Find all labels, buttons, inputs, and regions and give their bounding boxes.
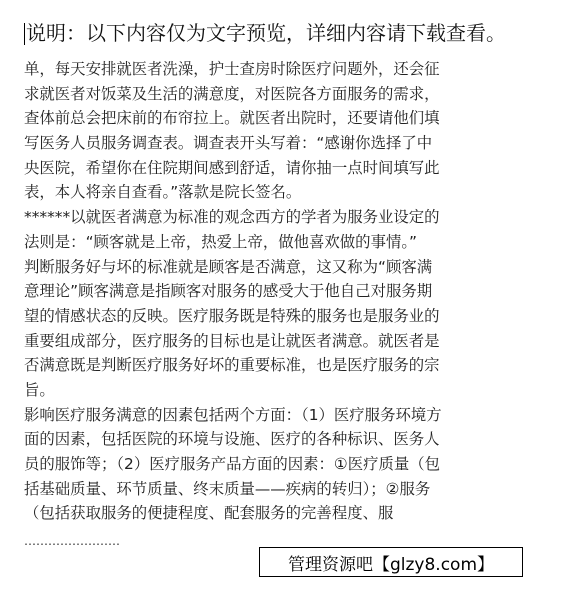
body-line: 影响医疗服务满意的因素包括两个方面：（1）医疗服务环境方: [24, 405, 442, 424]
preview-notice: 说明：以下内容仅为文字预览，详细内容请下载查看。: [26, 21, 506, 45]
body-line: 单，每天安排就医者洗澡，护士查房时除医疗问题外，还会征: [24, 60, 440, 78]
source-link-box[interactable]: 管理资源吧【glzy8.com】: [259, 547, 523, 577]
body-line: 否满意既是判断医疗服务好坏的重要标准，也是医疗服务的宗: [24, 356, 440, 375]
body-line: 面的因素，包括医院的环境与设施、医疗的各种标识、医务人: [24, 430, 440, 449]
body-line: 员的服饰等；（2）医疗服务产品方面的因素：①医疗质量（包: [24, 455, 441, 473]
body-line: （包括获取服务的便捷程度、配套服务的完善程度、服: [24, 504, 394, 523]
body-line: 央医院，希望你在住院期间感到舒适，请你抽一点时间填写此: [24, 158, 440, 177]
document-body: [24, 57, 559, 526]
body-line: 括基础质量、环节质量、终末质量——疾病的转归）；②服务: [24, 479, 431, 498]
body-line: 判断服务好与坏的标准就是顾客是否满意，这又称为“顾客满: [24, 257, 433, 276]
body-line: 法则是：“顾客就是上帝，热爱上帝，做他喜欢做的事情。”: [24, 232, 418, 251]
body-line: ******以就医者满意为标准的观念西方的学者为服务业设定的: [24, 208, 440, 227]
continuation-ellipsis: ……………………: [24, 534, 120, 548]
body-line: 重要组成部分，医疗服务的目标也是让就医者满意。就医者是: [24, 331, 440, 350]
body-line: 旨。: [24, 380, 55, 399]
text-cursor: [24, 23, 25, 45]
body-line: 写医务人员服务调查表。调查表开头写着：“感谢你选择了中: [24, 134, 433, 153]
body-line: 查体前总会把床前的布帘拉上。就医者出院时，还要请他们填: [24, 109, 440, 128]
body-line: 表，本人将亲自查看。”落款是院长签名。: [24, 183, 302, 202]
body-line: 望的情感状态的反映。医疗服务既是特殊的服务也是服务业的: [24, 306, 440, 325]
body-line: 意理论”顾客满意是指顾客对服务的感受大于他自己对服务期: [24, 282, 433, 301]
body-line: 求就医者对饭菜及生活的满意度，对医院各方面服务的需求，: [24, 84, 440, 103]
